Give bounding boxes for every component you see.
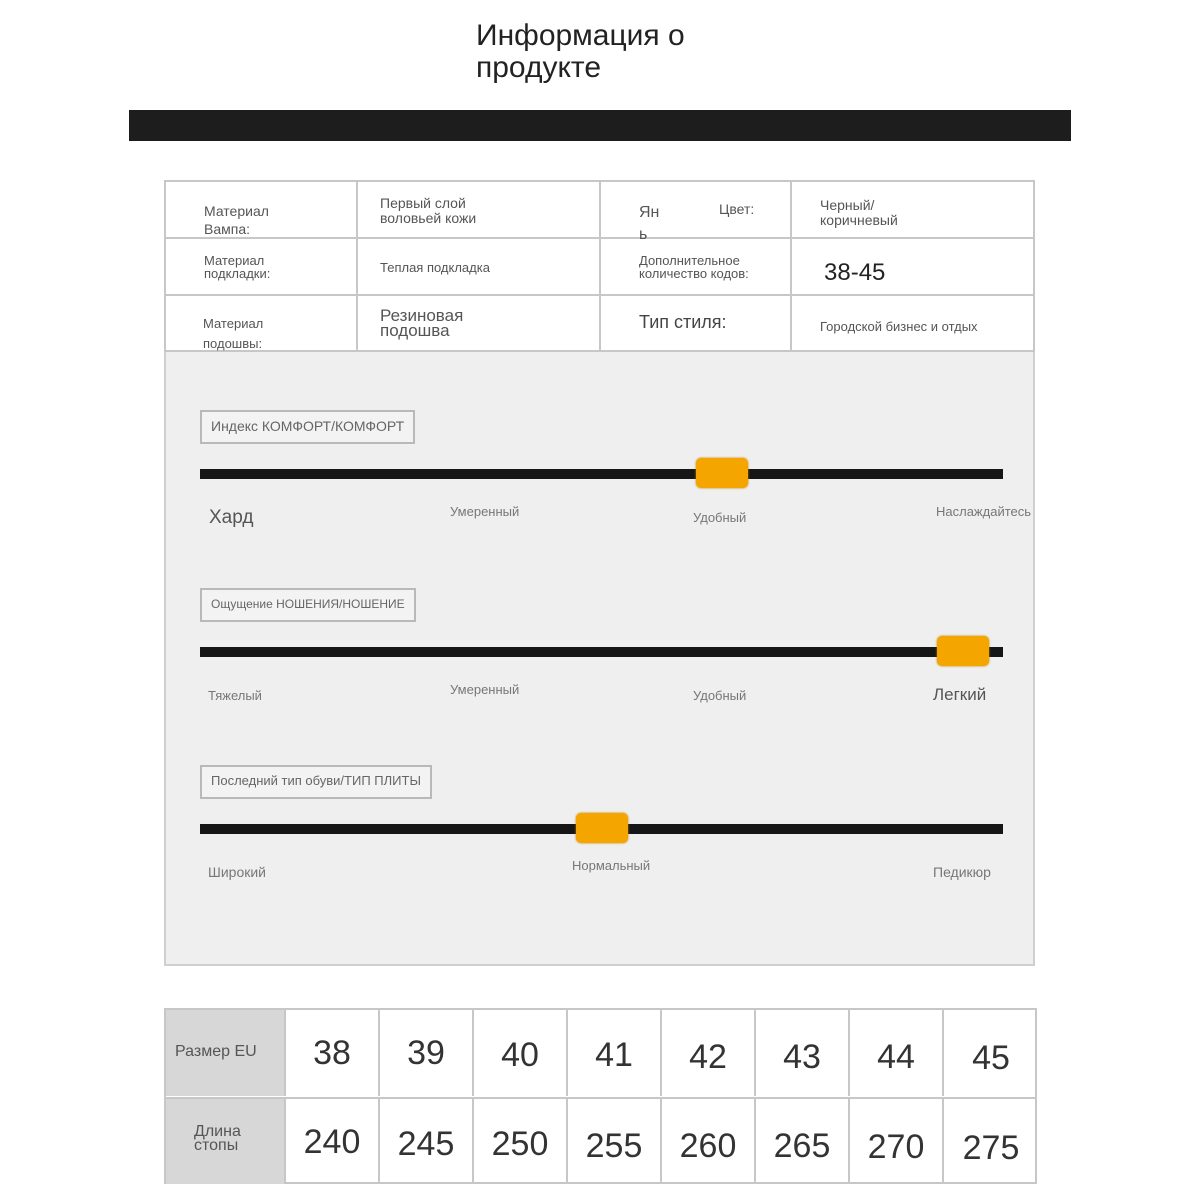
- slider-tick: Удобный: [693, 510, 747, 525]
- rating-panel: [164, 352, 1035, 966]
- slider-knob-comfort[interactable]: [696, 458, 748, 488]
- spec-label-lining: Материал подкладки:: [204, 253, 271, 281]
- size-row-label: Размер EU: [166, 1010, 286, 1096]
- page-title: Информация о продукте: [476, 19, 685, 84]
- spec-row: [166, 182, 1033, 243]
- slider-knob-last[interactable]: [576, 813, 628, 843]
- slider-tick: Умеренный: [450, 682, 520, 697]
- spec-label-fragment: Ян ь: [639, 204, 660, 243]
- slider-tick: Наслаждайтесь: [936, 504, 1032, 519]
- slider-tick: Тяжелый: [208, 688, 262, 703]
- slider-tick: Удобный: [693, 688, 747, 703]
- spec-label-style: Тип стиля:: [639, 312, 727, 332]
- size-table: [164, 1008, 1037, 1184]
- slider-track-comfort: [200, 469, 1003, 479]
- size-row-eu: Размер EU 38 39 40 41 42 43 44 45: [166, 1010, 1035, 1096]
- spec-value-color: Черный/коричневый: [820, 197, 898, 228]
- spec-label-sole: Материал подошвы:: [203, 316, 264, 351]
- slider-knob-wear[interactable]: [937, 636, 989, 666]
- slider-tick: Умеренный: [450, 504, 520, 519]
- header-divider-bar: [129, 110, 1071, 141]
- slider-tick: Хард: [209, 507, 254, 528]
- spec-value-vamp: Первый слой воловьей кожи: [380, 195, 477, 226]
- size-row-label: Длина стопы: [166, 1099, 286, 1184]
- slider-label-wear: Ощущение НОШЕНИЯ/НОШЕНИЕ: [200, 588, 416, 622]
- spec-table: [164, 180, 1035, 352]
- slider-track-wear: [200, 647, 1003, 657]
- slider-label-comfort: Индекс КОМФОРТ/КОМФОРТ: [200, 410, 415, 444]
- spec-row: [166, 296, 1033, 353]
- spec-value-style: Городской бизнес и отдых: [820, 319, 978, 334]
- size-row-length: Длина стопы 240 245 250 255 260 265 270 275: [166, 1097, 1035, 1184]
- spec-label-vamp: Материал Вампа:: [204, 203, 269, 237]
- slider-tick: Широкий: [208, 864, 266, 880]
- spec-value-size-range: 38-45: [824, 259, 886, 286]
- slider-tick: Легкий: [933, 685, 987, 704]
- spec-value-lining: Теплая подкладка: [380, 260, 490, 275]
- spec-value-sole: Резиновая подошва: [380, 306, 464, 340]
- spec-label-extra-codes: Дополнительное количество кодов:: [639, 253, 749, 281]
- slider-label-last: Последний тип обуви/ТИП ПЛИТЫ: [200, 765, 432, 799]
- slider-tick: Педикюр: [933, 864, 991, 880]
- spec-label-color: Цвет:: [719, 201, 755, 217]
- spec-row: [166, 239, 1033, 296]
- slider-tick: Нормальный: [572, 858, 651, 873]
